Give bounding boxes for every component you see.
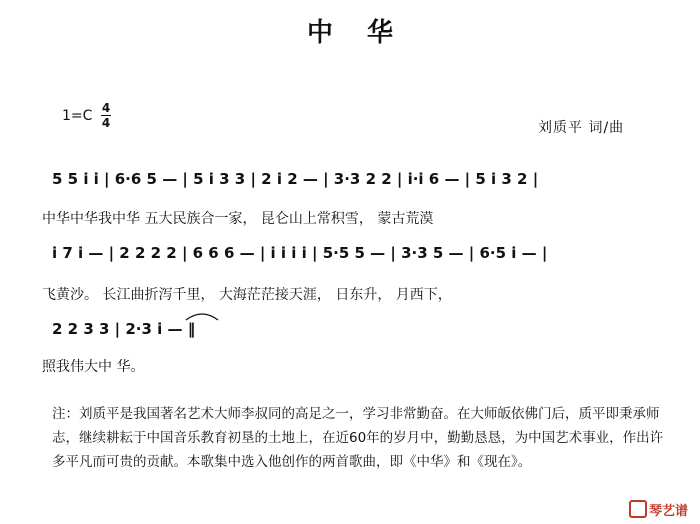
time-signature bbox=[101, 102, 111, 129]
watermark-text: 琴艺谱 bbox=[649, 504, 689, 519]
watermark-logo bbox=[629, 500, 688, 519]
lyrics-row-2: 飞黄沙。 长江曲折泻千里， 大海茫茫接天涯， 日东升， 月西下， bbox=[42, 287, 452, 303]
footnote: 注：刘质平是我国著名艺术大师李叔同的高足之一，学习非常勤奋。在大师皈依佛门后，质平即秉承师志，继续耕耘于中国音乐教育初垦的土地上，在近60年的岁月中，勤勤恳恳，为中国艺术事业，作出许多平凡而可贵的贡献。本歌集中选入他创作的两首歌曲，即《中华》和《现在》。 bbox=[52, 406, 664, 470]
time-signature-top: 4 bbox=[101, 101, 111, 115]
notation-text-3: 2 2 3 3 | 2·3 i — ‖ bbox=[52, 320, 196, 338]
slur-mark bbox=[182, 308, 222, 322]
time-signature-bottom: 4 bbox=[101, 116, 111, 130]
song-title: 中华 bbox=[306, 18, 427, 48]
notation-text-1: 5 5 i i | 6·6 5 — | 5 i 3 3 | 2 i 2 — | 3·3 2 2 | i·i 6 — | 5 i 3 2 | bbox=[52, 170, 539, 188]
key-signature: 1=C bbox=[62, 108, 93, 124]
notation-row-2 bbox=[40, 244, 675, 266]
notation-text-2: i 7 i — | 2 2 2 2 | 6 6 6 — | i i i i | 5·5 5 — | 3·3 5 — | 6·5 i — | bbox=[52, 244, 548, 262]
lyrics-row-1: 中华中华我中华 五大民族合一家， 昆仑山上常积雪， 蒙古荒漠 bbox=[42, 211, 434, 227]
logo-icon bbox=[629, 500, 647, 518]
notation-row-1 bbox=[40, 170, 675, 192]
notation-row-3 bbox=[40, 320, 675, 342]
lyrics-row-3: 照我伟大中 华。 bbox=[42, 359, 145, 375]
author-credit: 刘质平 词/曲 bbox=[538, 120, 625, 136]
